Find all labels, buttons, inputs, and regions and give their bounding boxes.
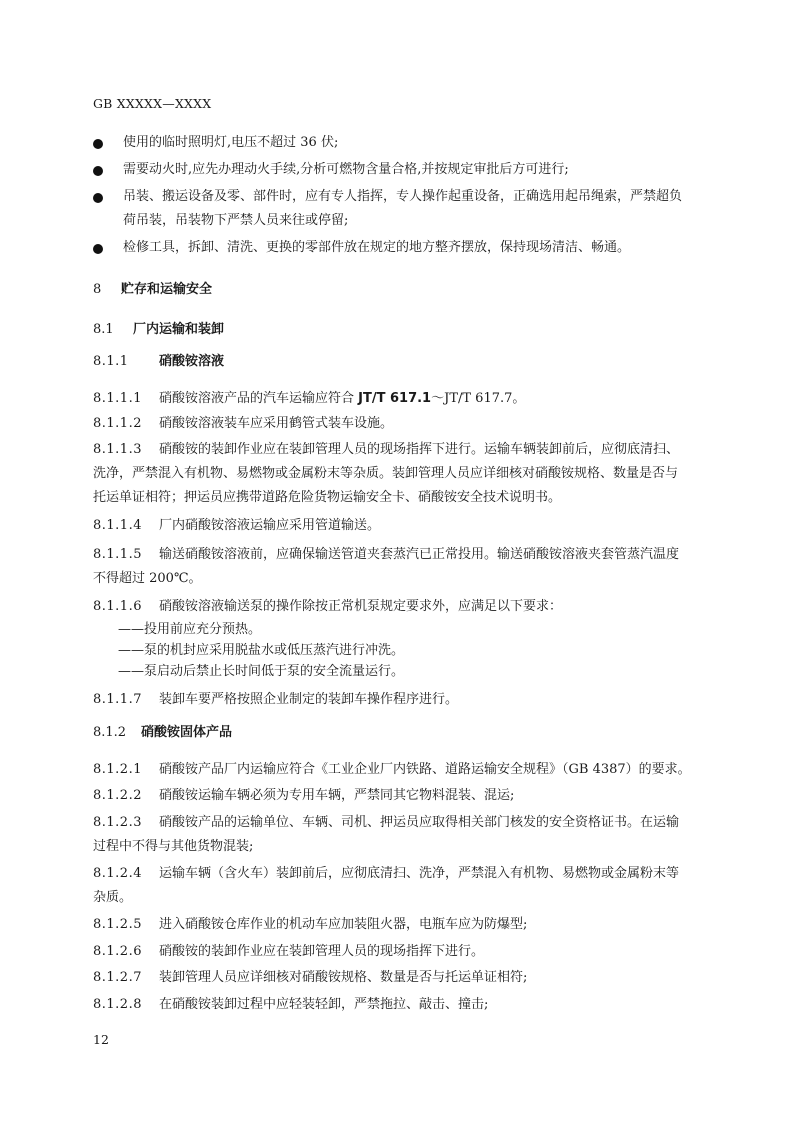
section-title: 硝酸铵溶液 (159, 354, 225, 369)
section-title: 贮存和运输安全 (121, 282, 213, 297)
clause (93, 942, 723, 962)
subsection-heading (93, 320, 723, 340)
page-number: 12 (93, 1032, 109, 1047)
clause-text: 硝酸铵溶液产品的汽车运输应符合 (159, 391, 359, 406)
bullet-dot-icon (93, 166, 103, 176)
bullet-dot-icon (93, 244, 103, 254)
bullet-item: 需要动火时,应先办理动火手续,分析可燃物含量合格,并按规定审批后方可进行; (123, 162, 569, 177)
clause (93, 690, 723, 710)
clause-text: 运输车辆（含火车）装卸前后，应彻底清扫、洗净，严禁混入有机物、易燃物或金属粉末等 (159, 866, 680, 881)
section-number: 8.1 (93, 322, 114, 337)
section-title: 硝酸铵固体产品 (141, 725, 233, 740)
bullet-dot-icon (93, 193, 103, 203)
clause-text: 硝酸铵的装卸作业应在装卸管理人员的现场指挥下进行。 (159, 944, 485, 959)
clause (93, 915, 723, 935)
clause-text: 厂内硝酸铵溶液运输应采用管道输送。 (159, 518, 381, 533)
clause-number: 8.1.2.5 (93, 917, 142, 932)
clause (93, 968, 723, 988)
clause (93, 597, 723, 617)
clause (93, 545, 723, 565)
subsection-heading (93, 352, 723, 372)
clause-number: 8.1.1.5 (93, 547, 142, 562)
clause (93, 414, 723, 434)
clause-text: 硝酸铵运输车辆必须为专用车辆，严禁同其它物料混装、混运; (159, 788, 515, 803)
dash-list-item: ——泵启动后禁止长时间低于泵的安全流量运行。 (118, 664, 405, 679)
clause-number: 8.1.2.8 (93, 997, 142, 1012)
clause-number: 8.1.1.6 (93, 599, 142, 614)
clause-number: 8.1.2.6 (93, 944, 142, 959)
clause-text: 硝酸铵产品的运输单位、车辆、司机、押运员应取得相关部门核发的安全资格证书。在运输 (159, 815, 680, 830)
bullet-item-continuation: 荷吊装，吊装物下严禁人员来往或停留; (123, 213, 349, 228)
section-number: 8 (93, 282, 102, 297)
bullet-item: 吊装、搬运设备及零、部件时，应有专人指挥，专人操作起重设备，正确选用起吊绳索，严禁超负 (123, 189, 683, 204)
clause-text: ～JT/T 617.7。 (431, 391, 526, 406)
clause-text: 硝酸铵溶液输送泵的操作除按正常机泵规定要求外，应满足以下要求： (159, 599, 563, 614)
section-number: 8.1.1 (93, 354, 129, 369)
clause (93, 389, 723, 409)
clause-number: 8.1.2.4 (93, 866, 142, 881)
bullet-dot-icon (93, 139, 103, 149)
clause-number: 8.1.2.7 (93, 970, 142, 985)
clause-number: 8.1.1.2 (93, 416, 142, 431)
clause-text: 在硝酸铵装卸过程中应轻装轻卸，严禁拖拉、敲击、撞击; (159, 997, 489, 1012)
clause (93, 813, 723, 833)
clause (93, 516, 723, 536)
clause-continuation: 过程中不得与其他货物混装; (93, 839, 254, 854)
clause-text: 装卸车要严格按照企业制定的装卸车操作程序进行。 (159, 692, 459, 707)
standard-code-header: GB XXXXX—XXXX (93, 96, 212, 111)
clause (93, 440, 723, 460)
clause (93, 786, 723, 806)
clause-text: 进入硝酸铵仓库作业的机动车应加装阻火器，电瓶车应为防爆型; (159, 917, 528, 932)
clause-text: 硝酸铵产品厂内运输应符合《工业企业厂内铁路、道路运输安全规程》（GB 4387）的要求。 (159, 762, 691, 777)
section-heading (93, 280, 723, 300)
section-title: 厂内运输和装卸 (133, 322, 225, 337)
clause (93, 760, 723, 780)
dash-list-item: ——泵的机封应采用脱盐水或低压蒸汽进行冲洗。 (118, 643, 405, 658)
clause-text: 硝酸铵的装卸作业应在装卸管理人员的现场指挥下进行。运输车辆装卸前后，应彻底清扫、 (159, 442, 680, 457)
clause (93, 864, 723, 884)
clause (93, 995, 723, 1015)
bullet-item: 使用的临时照明灯,电压不超过 36 伏; (123, 135, 339, 150)
clause-number: 8.1.1.3 (93, 442, 142, 457)
clause-text: 硝酸铵溶液装车应采用鹤管式装车设施。 (159, 416, 394, 431)
clause-continuation: 不得超过 200℃。 (93, 571, 202, 586)
clause-text: 装卸管理人员应详细核对硝酸铵规格、数量是否与托运单证相符; (159, 970, 528, 985)
dash-list-item: ——投用前应充分预热。 (118, 622, 262, 637)
clause-number: 8.1.1.7 (93, 692, 142, 707)
bullet-item: 检修工具，拆卸、清洗、更换的零部件放在规定的地方整齐摆放，保持现场清洁、畅通。 (123, 240, 631, 255)
clause-number: 8.1.2.3 (93, 815, 142, 830)
clause-number: 8.1.1.4 (93, 518, 142, 533)
clause-text: 输送硝酸铵溶液前，应确保输送管道夹套蒸汽已正常投用。输送硝酸铵溶液夹套管蒸汽温度 (159, 547, 680, 562)
clause-continuation: 杂质。 (93, 890, 133, 905)
standard-reference: JT/T 617.1 (358, 391, 432, 406)
section-number: 8.1.2 (93, 725, 127, 740)
clause-continuation: 托运单证相符；押运员应携带道路危险货物运输安全卡、硝酸铵安全技术说明书。 (93, 490, 562, 505)
clause-number: 8.1.2.2 (93, 788, 142, 803)
subsection-heading (93, 723, 723, 743)
clause-number: 8.1.2.1 (93, 762, 142, 777)
clause-number: 8.1.1.1 (93, 391, 142, 406)
clause-continuation: 洗净，严禁混入有机物、易燃物或金属粉末等杂质。装卸管理人员应详细核对硝酸铵规格、数量是否与 (93, 466, 679, 481)
